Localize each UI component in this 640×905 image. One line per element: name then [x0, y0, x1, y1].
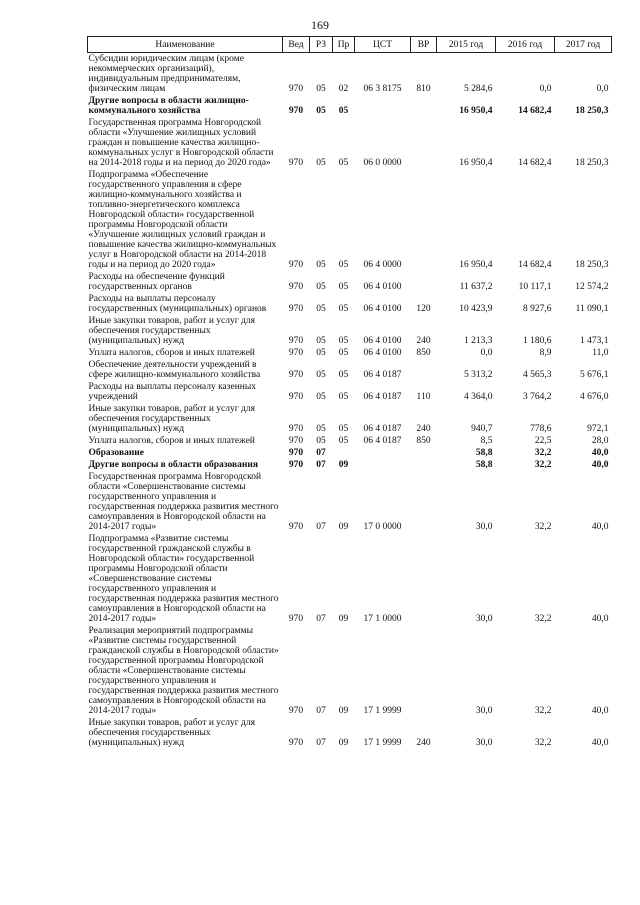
table-row: [88, 381, 612, 403]
cell-cst: 06 4 0100: [363, 304, 402, 314]
cell-rz: 07: [316, 706, 326, 716]
cell-pr: 05: [338, 436, 349, 446]
cell-2015: 1 213,3: [464, 336, 493, 346]
cell-rz: 07: [316, 738, 326, 748]
cell-pr: 05: [338, 304, 349, 314]
cell-2017: 11 090,1: [575, 304, 609, 314]
cell-pr: 05: [338, 282, 349, 292]
cell-2017: 4 676,0: [580, 392, 609, 402]
table-row: [88, 403, 612, 435]
cell-rz: 05: [316, 260, 326, 270]
cell-ved: 970: [288, 336, 304, 346]
cell-pr: 09: [338, 522, 349, 532]
cell-pr: 05: [338, 392, 349, 402]
cell-2015: 5 313,2: [464, 370, 493, 380]
table-row: [88, 359, 612, 381]
cell-ved: 970: [288, 460, 304, 470]
cell-rz: 05: [316, 336, 326, 346]
cell-rz: 05: [316, 348, 326, 358]
cell-2016: 14 682,4: [518, 260, 552, 270]
cell-ved: 970: [288, 158, 304, 168]
cell-2015: 10 423,9: [459, 304, 493, 314]
cell-2015: 30,0: [475, 614, 493, 624]
page-number: 169: [311, 18, 329, 32]
cell-2015: 58,8: [475, 460, 493, 470]
cell-2015: 16 950,4: [459, 106, 493, 116]
table-row: [88, 117, 612, 169]
cell-ved: 970: [288, 706, 304, 716]
cell-rz: 05: [316, 370, 326, 380]
cell-2017: 40,0: [591, 522, 609, 532]
cell-cst: 17 0 0000: [363, 522, 402, 532]
cell-2015: 11 637,2: [459, 282, 493, 292]
table-row: [88, 315, 612, 347]
cell-name: Расходы на обеспечение функций государственных органов: [88, 272, 225, 292]
cell-vr: 810: [416, 84, 431, 94]
cell-ved: 970: [288, 304, 304, 314]
cell-vr: [411, 447, 437, 459]
cell-cst: [355, 95, 411, 117]
cell-vr: 110: [416, 392, 431, 402]
cell-2015: 58,8: [475, 448, 493, 458]
cell-2017: 28,0: [591, 436, 609, 446]
cell-name: Другие вопросы в области жилищно-коммунального хозяйства: [88, 96, 249, 116]
cell-ved: 970: [288, 348, 304, 358]
table-body: [88, 53, 612, 750]
cell-2017: 18 250,3: [575, 260, 609, 270]
cell-ved: 970: [288, 424, 304, 434]
table-row: [88, 293, 612, 315]
cell-name: Государственная программа Новгородской области «Совершенствование системы государственного управления и государственная поддержка развития местного самоуправления в Новгородской области на 2014-2017 годы»: [88, 472, 279, 532]
table-row: [88, 435, 612, 447]
budget-table: [87, 36, 612, 749]
cell-ved: 970: [288, 522, 304, 532]
col-header-cst: ЦСТ: [355, 37, 411, 53]
cell-name: Подпрограмма «Обеспечение государственного управления в сфере жилищно-коммунального хозяйства и топливно-энергетического комплекса Новгородской области» государственной программы Новгородской области «Улучшение жилищных условий граждан и повышение качества жилищно-коммунальных услуг в Новгородской области на 2014-2018 годы и на период до 2020 года»: [88, 170, 277, 270]
cell-pr: 09: [338, 738, 349, 748]
cell-2017: 40,0: [591, 706, 609, 716]
cell-2017: 18 250,3: [575, 158, 609, 168]
cell-rz: 07: [316, 448, 326, 458]
cell-2015: 0,0: [480, 348, 493, 358]
cell-vr: [411, 533, 437, 625]
cell-pr: 09: [338, 460, 349, 470]
table-row: [88, 447, 612, 459]
cell-rz: 05: [316, 158, 326, 168]
cell-cst: [355, 447, 411, 459]
cell-pr: 09: [338, 614, 349, 624]
cell-2015: 16 950,4: [459, 260, 493, 270]
cell-vr: [411, 271, 437, 293]
cell-2016: 32,2: [534, 448, 552, 458]
cell-pr: 05: [338, 348, 349, 358]
cell-cst: 06 0 0000: [363, 158, 402, 168]
cell-ved: 970: [288, 436, 304, 446]
cell-cst: 06 3 8175: [363, 84, 402, 94]
col-header-rz: РЗ: [310, 37, 333, 53]
cell-vr: [411, 459, 437, 471]
table-row: [88, 95, 612, 117]
cell-vr: [411, 471, 437, 533]
cell-2016: 32,2: [534, 460, 552, 470]
cell-ved: 970: [288, 84, 304, 94]
cell-name: Иные закупки товаров, работ и услуг для обеспечения государственных (муниципальных) нужд: [88, 718, 255, 748]
cell-2016: 14 682,4: [518, 106, 552, 116]
cell-cst: 06 4 0100: [363, 348, 402, 358]
cell-vr: 850: [416, 348, 431, 358]
cell-name: Иные закупки товаров, работ и услуг для обеспечения государственных (муниципальных) нужд: [88, 316, 255, 346]
cell-2016: 778,6: [530, 424, 552, 434]
cell-2017: 11,0: [592, 348, 609, 358]
cell-rz: 05: [316, 282, 326, 292]
cell-vr: 850: [416, 436, 431, 446]
cell-2016: 32,2: [534, 522, 552, 532]
col-header-name: Наименование: [88, 37, 283, 53]
cell-vr: [411, 359, 437, 381]
cell-2016: 4 565,3: [523, 370, 552, 380]
col-header-2016: 2016 год: [496, 37, 555, 53]
cell-name: Подпрограмма «Развитие системы государственной гражданской службы в Новгородской области» государственной программы Новгородской области «Совершенствование системы государственного управления и государственная поддержка развития местного самоуправления в Новгородской области на 2014-2017 годы»: [88, 534, 279, 624]
cell-name: Уплата налогов, сборов и иных платежей: [88, 348, 255, 358]
cell-ved: 970: [288, 448, 304, 458]
cell-2016: 32,2: [534, 738, 552, 748]
cell-2016: 22,5: [534, 436, 552, 446]
cell-2016: 10 117,1: [518, 282, 552, 292]
cell-cst: 06 4 0100: [363, 282, 402, 292]
cell-cst: 06 4 0187: [363, 392, 402, 402]
cell-pr: 05: [338, 106, 349, 116]
cell-2016: 8,9: [539, 348, 552, 358]
cell-pr: [333, 447, 355, 459]
cell-name: Расходы на выплаты персоналу казенных учреждений: [88, 382, 257, 402]
cell-pr: 05: [338, 158, 349, 168]
col-header-ved: Вед: [283, 37, 310, 53]
cell-2015: 30,0: [475, 738, 493, 748]
col-header-2017: 2017 год: [555, 37, 612, 53]
cell-vr: 120: [416, 304, 431, 314]
cell-vr: [411, 169, 437, 271]
cell-2015: 940,7: [471, 424, 493, 434]
cell-name: Обеспечение деятельности учреждений в сфере жилищно-коммунального хозяйства: [88, 360, 261, 380]
cell-2016: 3 764,2: [523, 392, 552, 402]
table-row: [88, 347, 612, 359]
cell-2015: 30,0: [475, 522, 493, 532]
cell-2016: 8 927,6: [523, 304, 552, 314]
cell-pr: 05: [338, 424, 349, 434]
cell-rz: 05: [316, 304, 326, 314]
table-row: [88, 625, 612, 717]
cell-cst: 17 1 0000: [363, 614, 402, 624]
table-row: [88, 53, 612, 96]
table-header-row: [88, 37, 612, 53]
cell-rz: 05: [316, 106, 326, 116]
cell-cst: [355, 459, 411, 471]
col-header-vr: ВР: [411, 37, 437, 53]
cell-ved: 970: [288, 370, 304, 380]
cell-name: Субсидии юридическим лицам (кроме некоммерческих организаций), индивидуальным предпринимателям, физическим лицам: [88, 54, 244, 94]
cell-name: Расходы на выплаты персоналу государственных (муниципальных) органов: [88, 294, 267, 314]
cell-rz: 07: [316, 460, 326, 470]
cell-cst: 06 4 0000: [363, 260, 402, 270]
cell-2015: 5 284,6: [464, 84, 493, 94]
cell-2016: 1 180,6: [523, 336, 552, 346]
cell-ved: 970: [288, 106, 304, 116]
cell-vr: 240: [416, 336, 431, 346]
cell-2016: 32,2: [534, 614, 552, 624]
cell-rz: 07: [316, 614, 326, 624]
cell-2015: 30,0: [475, 706, 493, 716]
cell-2017: 40,0: [591, 460, 609, 470]
cell-2015: 4 364,0: [464, 392, 493, 402]
cell-ved: 970: [288, 282, 304, 292]
cell-vr: [411, 117, 437, 169]
cell-2017: 1 473,1: [580, 336, 609, 346]
cell-2017: 18 250,3: [575, 106, 609, 116]
cell-2015: 8,5: [480, 436, 493, 446]
cell-2017: 972,1: [587, 424, 609, 434]
col-header-pr: Пр: [333, 37, 355, 53]
cell-cst: 06 4 0100: [363, 336, 402, 346]
cell-vr: [411, 625, 437, 717]
cell-vr: [411, 95, 437, 117]
cell-pr: 05: [338, 260, 349, 270]
cell-vr: 240: [416, 424, 431, 434]
cell-2017: 12 574,2: [575, 282, 609, 292]
table-row: [88, 717, 612, 749]
cell-pr: 02: [338, 84, 349, 94]
col-header-2015: 2015 год: [437, 37, 496, 53]
table-row: [88, 459, 612, 471]
cell-cst: 06 4 0187: [363, 370, 402, 380]
cell-2016: 32,2: [534, 706, 552, 716]
cell-2017: 5 676,1: [580, 370, 609, 380]
cell-ved: 970: [288, 260, 304, 270]
table-row: [88, 471, 612, 533]
cell-name: Государственная программа Новгородской области «Улучшение жилищных условий граждан и повышение качества жилищно-коммунальных услуг в Новгородской области на 2014-2018 годы и на период до 2020 года»: [88, 118, 274, 168]
cell-rz: 07: [316, 522, 326, 532]
cell-name: Другие вопросы в области образования: [88, 460, 259, 470]
cell-cst: 06 4 0187: [363, 424, 402, 434]
table-row: [88, 271, 612, 293]
cell-vr: 240: [416, 738, 431, 748]
cell-name: Иные закупки товаров, работ и услуг для обеспечения государственных (муниципальных) нужд: [88, 404, 255, 434]
cell-2017: 40,0: [591, 448, 609, 458]
cell-rz: 05: [316, 392, 326, 402]
cell-pr: 05: [338, 336, 349, 346]
cell-rz: 05: [316, 436, 326, 446]
cell-2017: 40,0: [591, 614, 609, 624]
cell-2015: 16 950,4: [459, 158, 493, 168]
cell-pr: 05: [338, 370, 349, 380]
cell-cst: 17 1 9999: [363, 706, 402, 716]
cell-rz: 05: [316, 84, 326, 94]
cell-cst: 17 1 9999: [363, 738, 402, 748]
table-row: [88, 533, 612, 625]
cell-2016: 0,0: [539, 84, 552, 94]
cell-ved: 970: [288, 738, 304, 748]
cell-name: Реализация мероприятий подпрограммы «Развитие системы государственной гражданской службы в Новгородской области» государственной программы Новгородской области «Совершенствование системы государственного управления и государственная поддержка развития местного самоуправления в Новгородской области на 2014-2017 годы»: [88, 626, 279, 716]
cell-cst: 06 4 0187: [363, 436, 402, 446]
cell-rz: 05: [316, 424, 326, 434]
cell-ved: 970: [288, 614, 304, 624]
cell-2017: 0,0: [596, 84, 609, 94]
cell-2016: 14 682,4: [518, 158, 552, 168]
table-row: [88, 169, 612, 271]
cell-name: Уплата налогов, сборов и иных платежей: [88, 436, 255, 446]
cell-pr: 09: [338, 706, 349, 716]
cell-name: Образование: [88, 448, 144, 458]
cell-ved: 970: [288, 392, 304, 402]
cell-2017: 40,0: [591, 738, 609, 748]
